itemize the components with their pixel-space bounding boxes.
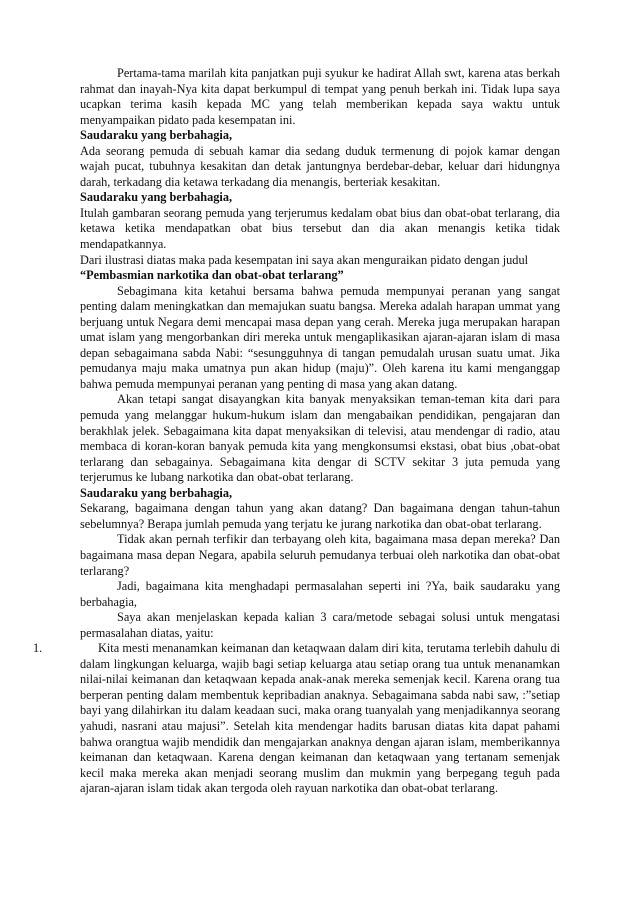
greeting-heading: Saudaraku yang berbahagia, [80, 128, 233, 143]
speech-title: “Pembasmian narkotika dan obat-obat terlarang” [80, 268, 344, 283]
paragraph-future: Tidak akan pernah terfikir dan terbayang oleh kita, bagaimana masa depan mereka? Dan bagaimana masa depan Negara, apabila seluruh pemudanya terbuai oleh narkotika dan obat-obat terlarang? [80, 532, 560, 578]
paragraph-description: Itulah gambaran seorang pemuda yang terjerumus kedalam obat bius dan obat-obat terlarang, dia ketawa ketika mendapatkan obat bius tersebut dan dia akan menangis ketika tidak mendapatkannya. [80, 205, 560, 252]
greeting-heading: Saudaraku yang berbahagia, [80, 190, 233, 205]
paragraph-opening: Pertama-tama marilah kita panjatkan puji syukur ke hadirat Allah swt, karena atas berkah rahmat dan inayah-Nya kita dapat berkumpul di tempat yang penuh berkah ini. Tidak lupa saya ucapkan terima kasih kepada MC yang telah memberikan kepada saya waktu untuk menyampaikan pidato pada kesempatan ini. [80, 66, 560, 127]
paragraph-youth-role: Sebagimana kita ketahui bersama bahwa pemuda mempunyai peranan yang sangat penting dalam meningkatkan dan memajukan suatu bangsa. Mereka adalah harapan ummat yang berjuang untuk Negara demi mencapai masa depan yang cerah. Mereka juga merupakan harapan umat islam yang mengorbankan diri mereka untuk mengaplikasikan ajaran-ajaran islam di masa depan sebagaimana sabda Nabi: “sesungguhnya di tangan pemudalah urusan suatu umat. Jika pemudanya maju maka umatnya pun akan hidup (maju)”. Oleh karena itu kami menganggap bahwa pemuda mempunyai peranan yang penting di masa yang akan datang. [80, 283, 560, 391]
greeting-heading: Saudaraku yang berbahagia, [80, 485, 233, 500]
document-body [33, 66, 560, 797]
list-item [33, 641, 560, 796]
list-item-text: Kita mesti menanamkan keimanan dan ketaqwaan dalam diri kita, terutama terlebih dahulu di dalam lingkungan keluarga, wajib bagi setiap keluarga atau setiap orang tua untuk menanamkan nilai-nilai keimanan dan ketaqwaan kepada anak-anak mereka semenjak kecil. Karena orang tua berperan penting dalam membentuk kepribadian anaknya. Sebagaimana sabda nabi saw, :”setiap bayi yang dilahirkan itu dalam keadaan suci, maka orang tuanyalah yang menjadikannya seorang yahudi, nasrani atau majusi”. Setelah kita mendengar hadits barusan diatas kita dapat pahami bahwa orangtua wajib mendidik dan mengajarkan anaknya dengan ajaran islam, memberikannya keimanan dan ketaqwaan. Karena dengan keimanan dan ketaqwaan yang tertanam semenjak kecil maka mereka akan menjadi seorang muslim dan mukmin yang berpegang teguh pada ajaran-ajaran islam tidak akan tergoda oleh rayuan narkotika dan obat-obat terlarang. [80, 641, 560, 796]
paragraph-intro-title: Dari ilustrasi diatas maka pada kesempatan ini saya akan menguraikan pidato dengan judul [80, 252, 529, 267]
list-item-marker: 1. [33, 641, 43, 656]
paragraph-transition: Jadi, bagaimana kita menghadapi permasalahan seperti ini ?Ya, baik saudaraku yang berbahagia, [80, 579, 560, 609]
paragraph-concern: Akan tetapi sangat disayangkan kita banyak menyaksikan teman-teman kita dari para pemuda yang melanggar hukum-hukum islam dan mengabaikan pendidikan, pengajaran dan berakhlak jelek. Sebagaimana kita dapat menyaksikan di televisi, atau mendengar di radio, atau membaca di koran-koran banyak pemuda kita yang mengkonsumsi ekstasi, obat bius ,obat-obat terlarang dan sebagainya. Sebagaimana kita dengar di SCTV sekitar 3 juta pemuda yang terjerumus ke lubang narkotika dan obat-obat terlarang. [80, 392, 560, 485]
paragraph-illustration: Ada seorang pemuda di sebuah kamar dia sedang duduk termenung di pojok kamar dengan wajah pucat, tubuhnya kesakitan dan detak jantungnya berdebar-debar, keluar dari hidungnya darah, terkadang dia ketawa terkadang dia menangis, berteriak kesakitan. [80, 143, 560, 189]
paragraph-solutions-intro: Saya akan menjelaskan kepada kalian 3 cara/metode sebagai solusi untuk mengatasi permasalahan diatas, yaitu: [80, 610, 560, 640]
paragraph-questions: Sekarang, bagaimana dengan tahun yang akan datang? Dan bagaimana dengan tahun-tahun sebelumnya? Berapa jumlah pemuda yang terjatu ke jurang narkotika dan obat-obat terlarang. [80, 501, 560, 531]
